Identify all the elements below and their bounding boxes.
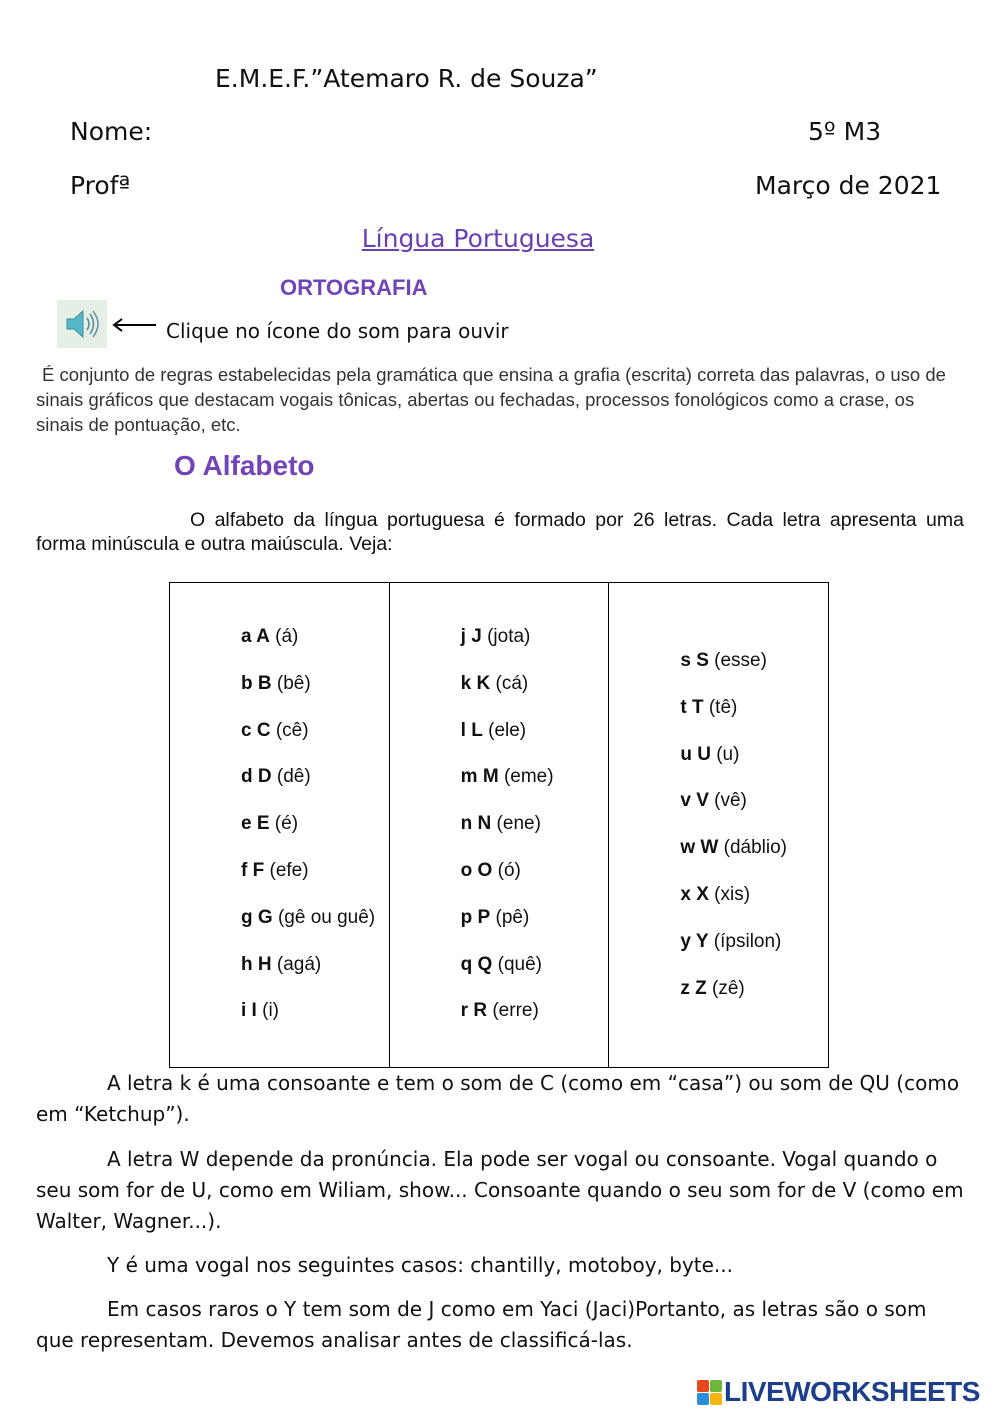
letter-pair: m M: [460, 766, 499, 788]
letter-pair: c C: [241, 719, 271, 741]
liveworksheets-logo-icon: [697, 1380, 722, 1405]
letter-name: (u): [710, 743, 740, 765]
school-name: E.M.E.F.”Atemaro R. de Souza”: [215, 64, 598, 93]
alphabet-letter-item: [241, 672, 375, 719]
letter-name: (ene): [491, 813, 541, 835]
letter-name: (jota): [481, 626, 531, 647]
letter-pair: w W: [680, 837, 719, 859]
letter-pair: j J: [460, 626, 482, 647]
alphabet-letter-item: [461, 672, 554, 719]
letter-pair: v V: [680, 790, 709, 812]
arrow-left-icon: [112, 317, 158, 337]
letter-name: (pê): [490, 906, 530, 928]
alphabet-letter-item: [461, 859, 554, 906]
alphabet-column-2: [390, 583, 610, 1067]
alphabet-letter-item: [680, 649, 787, 696]
date-label: Março de 2021: [755, 171, 942, 200]
alphabet-letter-item: [680, 977, 787, 1024]
letter-name: (xis): [708, 883, 751, 905]
note-letter-y-j: Em casos raros o Y tem som de J como em Yaci (Jaci)Portanto, as letras são o som que representam. Devemos analisar antes de classificá-las.: [36, 1297, 927, 1352]
letter-pair: t T: [680, 696, 704, 718]
alphabet-letter-item: [241, 906, 375, 953]
alphabet-column-1: [170, 583, 390, 1067]
alphabet-letter-item: [461, 719, 554, 766]
letter-pair: x X: [680, 883, 709, 905]
letter-pair: y Y: [680, 930, 709, 952]
letter-name: (i): [256, 1000, 279, 1022]
name-label: Nome:: [70, 117, 153, 146]
letter-pair: b B: [241, 672, 272, 694]
alphabet-letter-item: [680, 696, 787, 743]
alphabet-letter-item: [241, 719, 375, 766]
alphabet-letter-item: [241, 765, 375, 812]
letter-pair: a A: [241, 626, 270, 647]
letter-name: (efe): [264, 859, 309, 881]
alphabet-letter-item: [241, 999, 375, 1046]
alphabet-letter-item: [461, 625, 554, 672]
letter-pair: g G: [241, 906, 273, 928]
alphabet-letter-item: [241, 953, 375, 1000]
alphabet-letter-item: [680, 930, 787, 977]
note-letter-w: A letra W depende da pronúncia. Ela pode ser vogal ou consoante. Vogal quando o seu som for de U, como em Wiliam, show... Consoante quando o seu som for de V (como em Walter, Wagner...).: [36, 1147, 964, 1233]
letter-pair: k K: [460, 672, 491, 694]
note-letter-k: A letra k é uma consoante e tem o som de C (como em “casa”) ou som de QU (como em “Ketchup”).: [36, 1071, 960, 1126]
alphabet-letter-item: [241, 859, 375, 906]
liveworksheets-logo-text: LIVEWORKSHEETS: [724, 1376, 980, 1407]
letter-pair: u U: [680, 743, 711, 765]
note-letter-y-vowel: Y é uma vogal nos seguintes casos: chantilly, motoboy, byte...: [107, 1253, 734, 1277]
class-label: 5º M3: [808, 117, 882, 146]
alphabet-letter-item: [461, 953, 554, 1000]
letter-name: (á): [269, 626, 299, 647]
alphabet-letter-item: [680, 883, 787, 930]
alphabet-letter-item: [680, 789, 787, 836]
letter-pair: i I: [241, 1000, 257, 1022]
letter-pair: z Z: [680, 977, 707, 999]
letter-pair: q Q: [460, 953, 493, 975]
letter-pair: f F: [241, 859, 265, 881]
letter-name: (ele): [482, 719, 527, 741]
letter-name: (gê ou guê): [272, 906, 376, 928]
letter-name: (ó): [492, 859, 521, 881]
alphabet-letter-item: [241, 812, 375, 859]
alphabet-table: [169, 582, 829, 1068]
letter-pair: e E: [241, 813, 270, 835]
letter-name: (agá): [271, 953, 322, 975]
letter-name: (esse): [708, 650, 767, 671]
teacher-label: Profª: [70, 171, 131, 200]
letter-pair: h H: [241, 953, 272, 975]
alphabet-intro: O alfabeto da língua portuguesa é formado por 26 letras. Cada letra apresenta uma forma minúscula e outra maiúscula. Veja:: [36, 509, 964, 555]
letter-name: (vê): [708, 790, 747, 812]
letter-pair: l L: [460, 719, 483, 741]
letter-pair: p P: [460, 906, 491, 928]
alphabet-column-3: [609, 583, 828, 1067]
letter-name: (quê): [492, 953, 542, 975]
letter-pair: s S: [680, 650, 709, 671]
letter-pair: o O: [460, 859, 493, 881]
audio-hint: Clique no ícone do som para ouvir: [166, 319, 509, 343]
letter-pair: d D: [241, 766, 272, 788]
letter-pair: n N: [460, 813, 492, 835]
subject-title: Língua Portuguesa: [361, 224, 595, 253]
alphabet-letter-item: [461, 906, 554, 953]
letter-name: (eme): [498, 766, 554, 788]
letter-name: (é): [269, 813, 299, 835]
orthography-definition: É conjunto de regras estabelecidas pela gramática que ensina a grafia (escrita) correta das palavras, o uso de sinais gráficos que destacam vogais tônicas, abertas ou fechadas, processos fonológicos como a crase, os sinais de pontuação, etc.: [36, 364, 946, 435]
letter-name: (ípsilon): [708, 930, 782, 952]
letter-name: (dê): [271, 766, 311, 788]
alphabet-letter-item: [461, 999, 554, 1046]
letter-name: (erre): [487, 1000, 539, 1022]
liveworksheets-watermark: [697, 1376, 980, 1408]
letter-name: (dáblio): [718, 837, 787, 859]
letter-name: (tê): [703, 696, 738, 718]
letter-name: (zê): [706, 977, 745, 999]
alphabet-letter-item: [241, 625, 375, 672]
letter-name: (cá): [490, 672, 529, 694]
letter-name: (cê): [270, 719, 309, 741]
letter-name: (bê): [271, 672, 311, 694]
letter-pair: r R: [460, 1000, 488, 1022]
alphabet-letter-item: [461, 765, 554, 812]
section-title: ORTOGRAFIA: [280, 275, 428, 300]
alphabet-letter-item: [680, 743, 787, 790]
speaker-icon[interactable]: [57, 300, 107, 348]
alphabet-letter-item: [461, 812, 554, 859]
alphabet-title: O Alfabeto: [174, 450, 315, 481]
alphabet-letter-item: [680, 836, 787, 883]
